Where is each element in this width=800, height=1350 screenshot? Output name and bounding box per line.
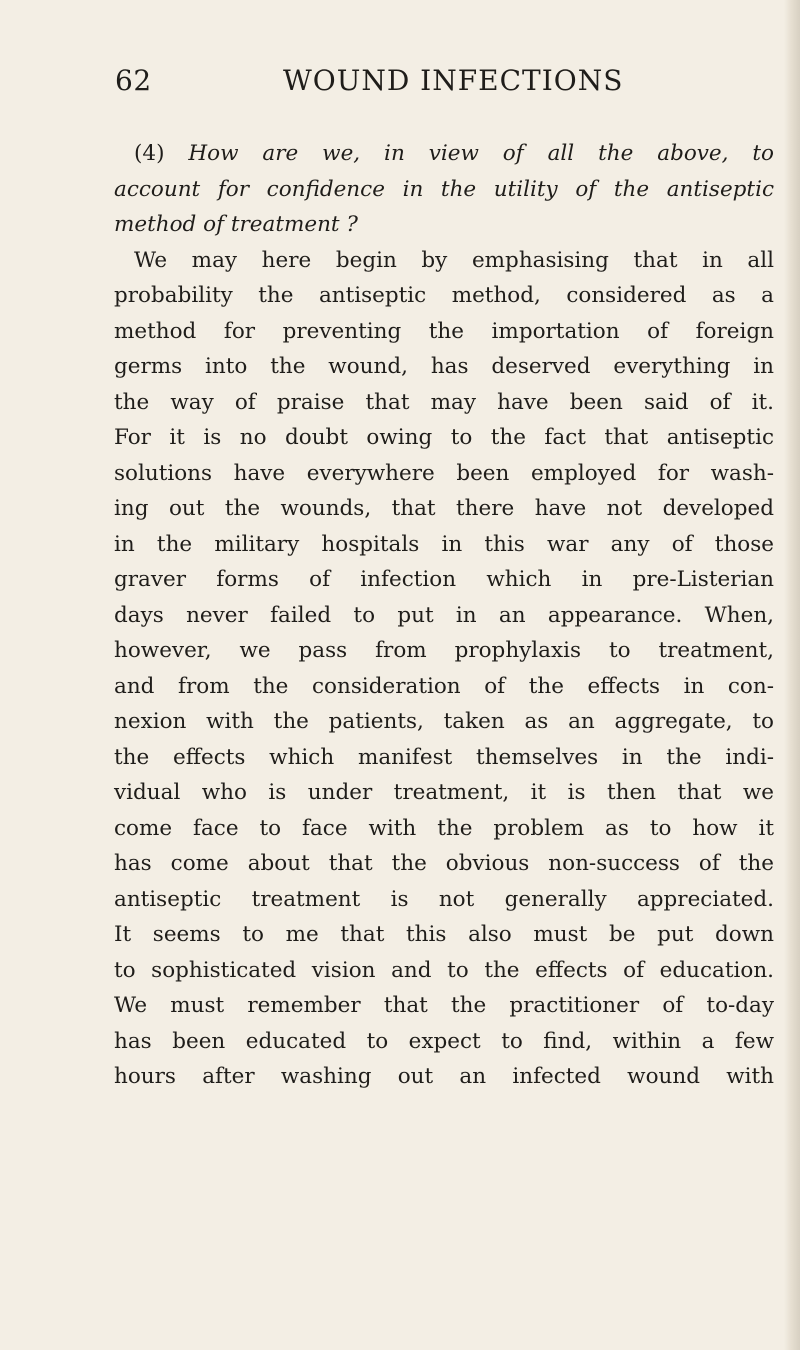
question-line-2: account for confidence in the utility of the antiseptic	[114, 176, 774, 202]
paragraph-line: It seems to me that this also must be put down	[114, 922, 774, 947]
body-text	[114, 136, 774, 1095]
paragraph-line: method for preventing the importation of foreign	[114, 318, 774, 344]
paragraph-line: and from the consideration of the effects in con-	[114, 673, 774, 699]
question-text-1: How are we, in view of all the above, to	[188, 141, 774, 166]
paragraph-line: ing out the wounds, that there have not developed	[114, 496, 774, 521]
paragraph-line: come face to face with the problem as to how it	[114, 815, 774, 841]
page-edge-shadow	[784, 0, 800, 1350]
paragraph-line: graver forms of infection which in pre-Listerian	[114, 567, 774, 592]
paragraph-line: has been educated to expect to find, within a few	[114, 1028, 774, 1054]
paragraph-line: solutions have everywhere been employed for wash-	[114, 460, 774, 486]
paragraph-line: nexion with the patients, taken as an aggregate, to	[114, 709, 774, 734]
running-title: WOUND INFECTIONS	[283, 64, 624, 97]
paragraph-line: days never failed to put in an appearance. When,	[114, 602, 774, 628]
question-line-3: method of treatment ?	[114, 212, 358, 237]
paragraph-line: We may here begin by emphasising that in all	[134, 247, 774, 273]
paragraph-line: in the military hospitals in this war any of those	[114, 531, 774, 557]
paragraph-line: to sophisticated vision and to the effects of education.	[114, 957, 774, 983]
paragraph-line: For it is no doubt owing to the fact that antiseptic	[114, 425, 774, 450]
page-number: 62	[115, 64, 152, 97]
running-header	[115, 64, 695, 104]
paragraph-line: probability the antiseptic method, considered as a	[114, 283, 774, 308]
paragraph-line: hours after washing out an infected wound with	[114, 1064, 774, 1089]
paragraph-line: has come about that the obvious non-success of the	[114, 851, 774, 876]
paragraph-line: the effects which manifest themselves in the indi-	[114, 744, 774, 770]
paragraph-line: We must remember that the practitioner of to-day	[114, 993, 774, 1018]
question-line-1	[114, 136, 774, 172]
paragraph-line: antiseptic treatment is not generally appreciated.	[114, 886, 774, 912]
paragraph-line: however, we pass from prophylaxis to treatment,	[114, 638, 774, 663]
paragraph-line: the way of praise that may have been said of it.	[114, 389, 774, 415]
paragraph-line: vidual who is under treatment, it is then that we	[114, 780, 774, 805]
paragraph-line: germs into the wound, has deserved everything in	[114, 354, 774, 379]
question-number: (4)	[134, 141, 165, 166]
